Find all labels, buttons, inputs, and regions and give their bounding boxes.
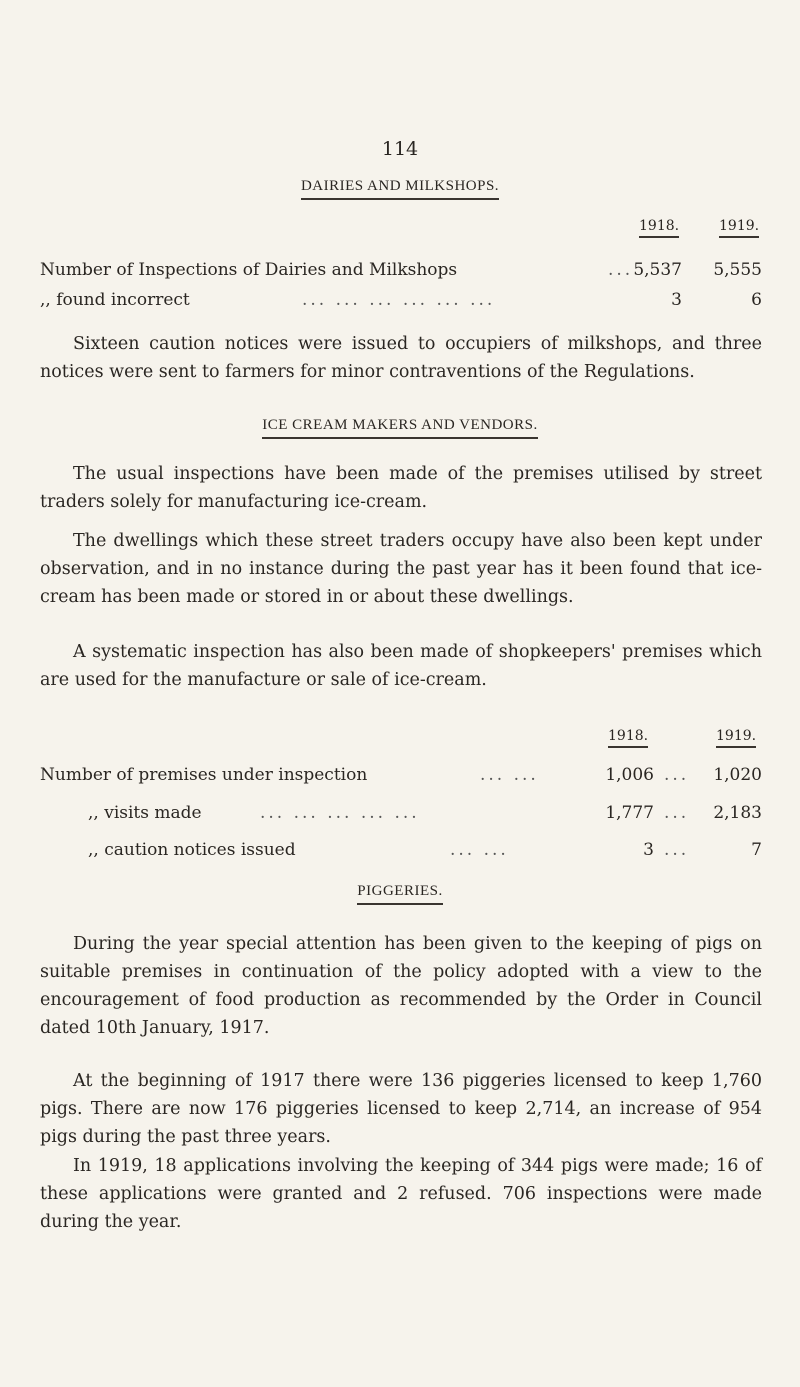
ice-cream-row-visits-1919: 2,183 — [713, 803, 762, 823]
dairies-row-inspections-1918: 5,537 — [633, 260, 682, 280]
ice-cream-row-premises-1919: 1,020 — [713, 765, 762, 785]
piggeries-paragraph-1: During the year special attention has been given to the keeping of pigs on suitable premises in continuation of the policy adopted with a view to the encouragement of food production as recommended by the Order in Council dated 10th January, 1917. — [40, 934, 762, 1038]
piggeries-paragraph-2: At the beginning of 1917 there were 136 piggeries licensed to keep 1,760 pigs. There are now 176 piggeries licensed to keep 2,714, an increase of 954 pigs during the past three years. — [40, 1071, 762, 1147]
ice-cream-row-premises-dots1: ... ... — [480, 765, 539, 785]
ice-cream-row-caution-dots1: ... ... — [450, 840, 509, 860]
dairies-year-1919: 1919. — [719, 218, 759, 238]
dairies-row-incorrect-1918: 3 — [671, 290, 682, 310]
dairies-row-incorrect-label: ,, found incorrect — [40, 290, 190, 310]
ice-cream-year-1919: 1919. — [716, 728, 756, 748]
dairies-row-incorrect-1919: 6 — [751, 290, 762, 310]
ice-cream-row-caution-1918: 3 — [643, 840, 654, 860]
dairies-paragraph: Sixteen caution notices were issued to occupiers of milkshops, and three notices were sent to farmers for minor contraventions of the Regulations. — [40, 334, 762, 382]
dairies-row-inspections-label: Number of Inspections of Dairies and Milkshops — [40, 260, 458, 280]
ice-cream-paragraph-2: The dwellings which these street traders occupy have also been kept under observation, and in no instance during the past year has it been found that ice-cream has been made or stored in or about these dwellings. — [40, 531, 762, 607]
ice-cream-row-visits-label: ,, visits made — [88, 803, 202, 823]
ice-cream-row-premises-label: Number of premises under inspection — [40, 765, 368, 785]
ice-cream-row-premises-dots2: ... — [664, 765, 690, 785]
ice-cream-row-premises-1918: 1,006 — [605, 765, 654, 785]
piggeries-paragraph-3: In 1919, 18 applications involving the keeping of 344 pigs were made; 16 of these applications were granted and 2 refused. 706 inspections were made during the year. — [40, 1156, 762, 1232]
ice-cream-row-visits-dots1: ... ... ... ... ... — [260, 803, 420, 823]
ice-cream-row-visits-1918: 1,777 — [605, 803, 654, 823]
ice-cream-paragraph-3: A systematic inspection has also been made of shopkeepers' premises which are used for the manufacture or sale of ice-cream. — [40, 642, 762, 690]
dairies-heading: DAIRIES AND MILKSHOPS. — [0, 178, 800, 200]
ice-cream-row-caution-label: ,, caution notices issued — [88, 840, 296, 860]
ice-cream-row-caution-dots2: ... — [664, 840, 690, 860]
dairies-row-inspections-1919: 5,555 — [713, 260, 762, 280]
ice-cream-row-visits-dots2: ... — [664, 803, 690, 823]
dairies-row-inspections-dots: ... — [608, 260, 634, 280]
dairies-year-1918: 1918. — [639, 218, 679, 238]
dairies-row-incorrect-dots: ... ... ... ... ... ... — [302, 290, 496, 310]
ice-cream-heading: ICE CREAM MAKERS AND VENDORS. — [0, 417, 800, 439]
ice-cream-row-caution-1919: 7 — [751, 840, 762, 860]
ice-cream-paragraph-1: The usual inspections have been made of the premises utilised by street traders solely for manufacturing ice-cream. — [40, 464, 762, 512]
piggeries-heading: PIGGERIES. — [0, 883, 800, 905]
page-number: 114 — [381, 138, 419, 160]
ice-cream-year-1918: 1918. — [608, 728, 648, 748]
